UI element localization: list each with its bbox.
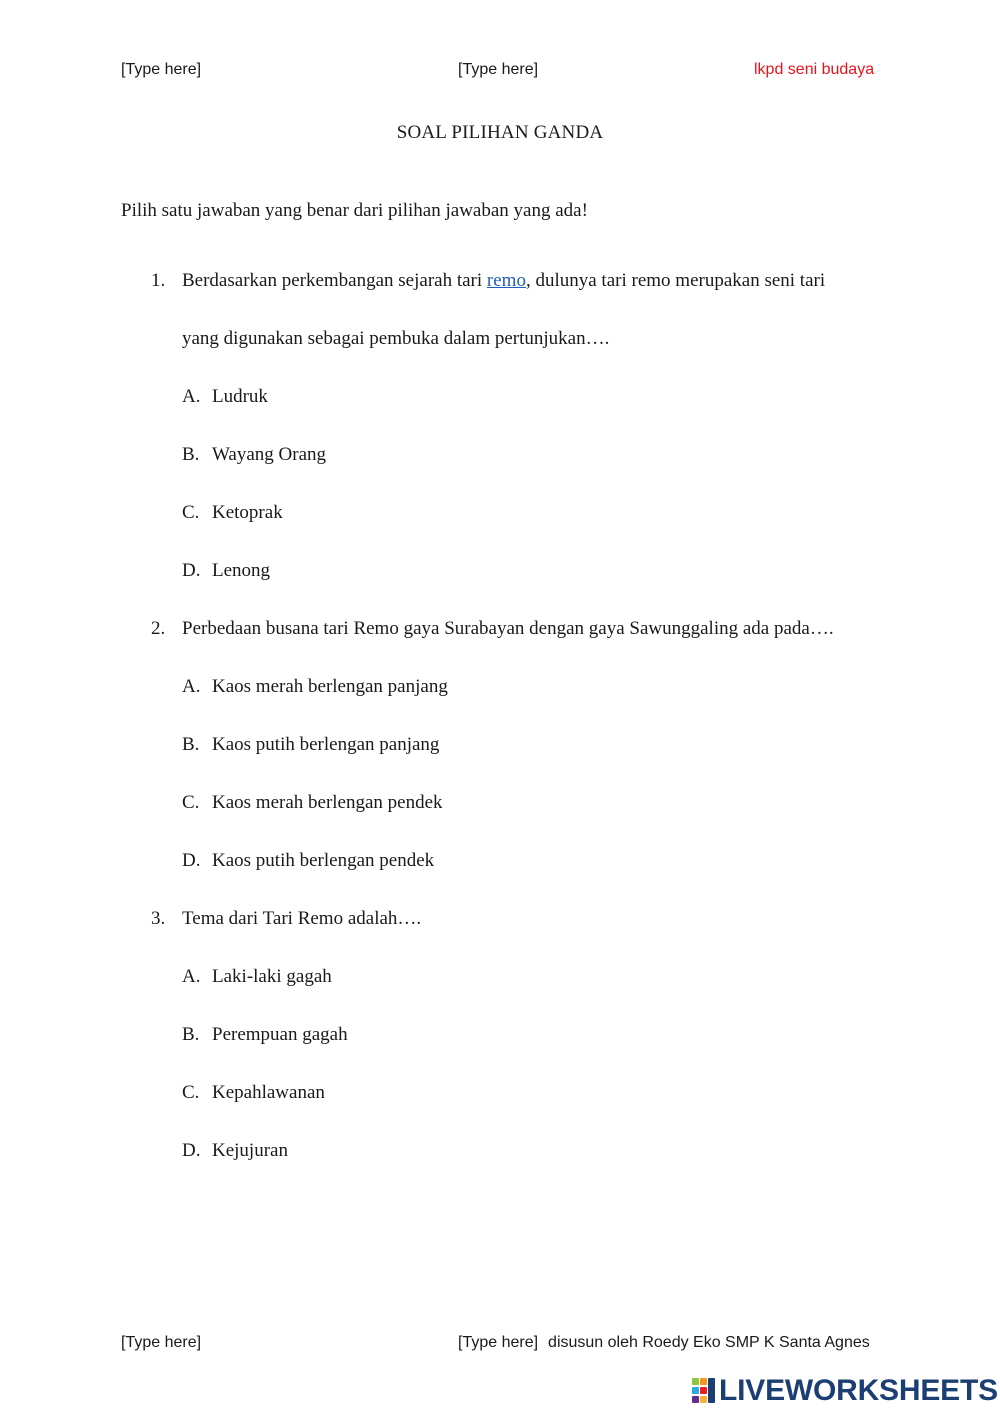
footer-placeholder: [Type here] — [458, 1334, 539, 1351]
instruction-text: Pilih satu jawaban yang benar dari pilihan jawaban yang ada! — [121, 200, 588, 221]
page-title: SOAL PILIHAN GANDA — [396, 122, 604, 143]
option-letter: C. — [182, 792, 200, 813]
option-text: Kejujuran — [212, 1140, 288, 1161]
option-letter: A. — [182, 386, 201, 407]
option-text: Ketoprak — [212, 502, 283, 523]
option-text: Kaos putih berlengan pendek — [212, 850, 435, 871]
option-letter: A. — [182, 676, 201, 697]
question-text: Perbedaan busana tari Remo gaya Surabayan dengan gaya Sawunggaling ada pada…. — [182, 618, 834, 639]
footer-left: [Type here] — [121, 1334, 202, 1351]
header-center: [Type here] — [458, 61, 539, 78]
option-text: Kaos merah berlengan pendek — [212, 792, 443, 813]
question-text-continued: yang digunakan sebagai pembuka dalam pertunjukan…. — [182, 328, 610, 349]
option-text: Wayang Orang — [212, 444, 327, 465]
option-letter: B. — [182, 444, 200, 465]
question-text-after: , dulunya tari remo merupakan seni tari — [525, 270, 826, 291]
liveworksheets-logo-text: LIVEWORKSHEETS — [719, 1374, 998, 1407]
option-text: Ludruk — [212, 386, 268, 407]
question-number: 2. — [151, 618, 166, 639]
question-number: 1. — [151, 270, 166, 291]
option-text: Kaos merah berlengan panjang — [212, 676, 448, 697]
option-letter: C. — [182, 1082, 200, 1103]
option-text: Kepahlawanan — [212, 1082, 325, 1103]
option-letter: A. — [182, 966, 201, 987]
question-text: Tema dari Tari Remo adalah…. — [182, 908, 422, 929]
option-letter: B. — [182, 734, 200, 755]
option-text: Perempuan gagah — [212, 1024, 348, 1045]
option-text: Kaos putih berlengan panjang — [212, 734, 440, 755]
liveworksheets-logo-icon — [692, 1378, 716, 1404]
option-text: Laki-laki gagah — [212, 966, 332, 987]
option-letter: C. — [182, 502, 200, 523]
footer-right — [458, 1334, 870, 1352]
option-text: Lenong — [212, 560, 271, 581]
remo-link[interactable]: remo — [486, 270, 526, 291]
option-letter: D. — [182, 850, 201, 871]
option-letter: B. — [182, 1024, 200, 1045]
header-left: [Type here] — [121, 61, 202, 78]
question-text-before: Berdasarkan perkembangan sejarah tari — [182, 270, 487, 291]
question-text — [182, 270, 825, 292]
footer-credit: disusun oleh Roedy Eko SMP K Santa Agnes — [548, 1334, 870, 1351]
option-letter: D. — [182, 1140, 201, 1161]
header-right: lkpd seni budaya — [754, 61, 875, 78]
option-letter: D. — [182, 560, 201, 581]
liveworksheets-logo[interactable] — [692, 1374, 998, 1408]
question-number: 3. — [151, 908, 166, 929]
